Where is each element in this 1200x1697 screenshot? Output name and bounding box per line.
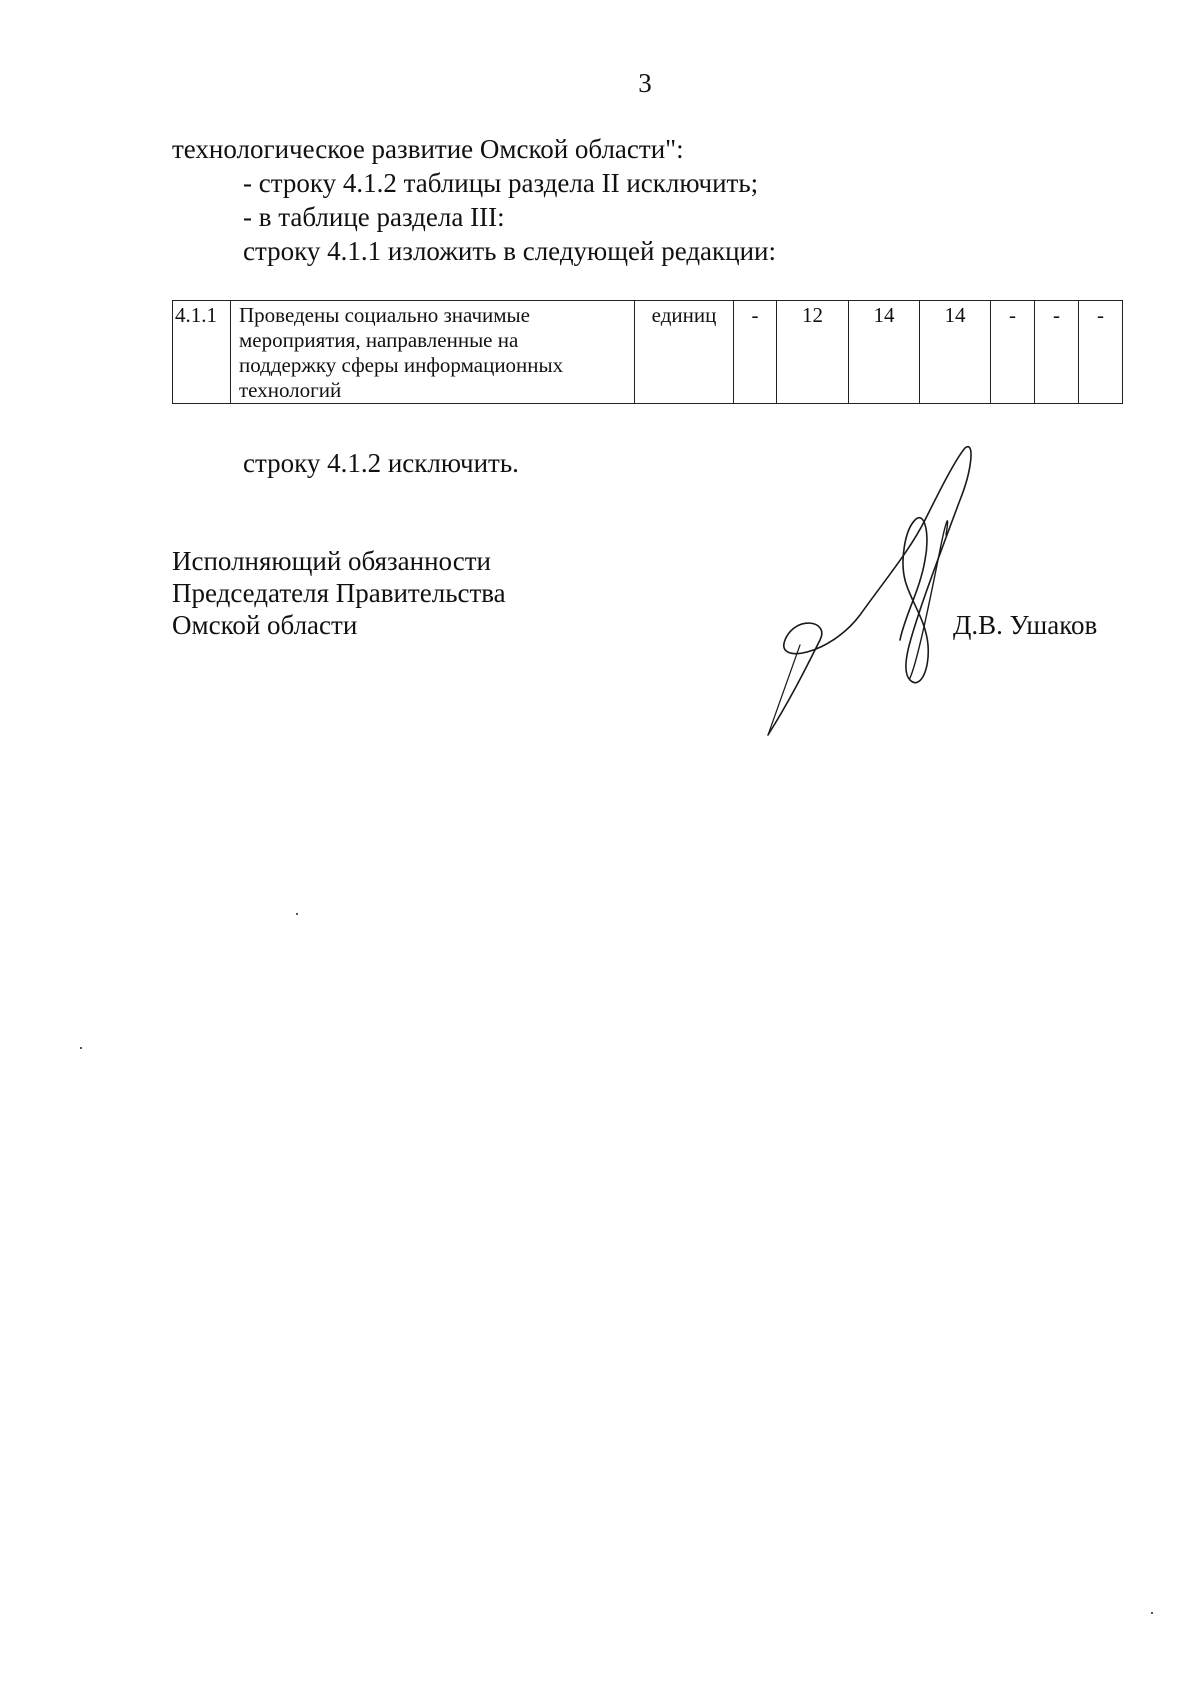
handwritten-signature xyxy=(760,440,1020,740)
signatory-title-line: Омской области xyxy=(172,610,358,640)
scan-speck xyxy=(1151,1612,1153,1614)
value-cell: 12 xyxy=(777,301,849,404)
value-cell: 14 xyxy=(920,301,991,404)
scan-speck xyxy=(80,1047,82,1049)
indicator-table xyxy=(172,300,1123,404)
row-description-cell xyxy=(231,301,635,404)
unit-cell: единиц xyxy=(635,301,734,404)
value-cell: - xyxy=(991,301,1035,404)
intro-line-section-three: - в таблице раздела III: xyxy=(243,202,505,232)
signatory-name: Д.В. Ушаков xyxy=(953,610,1098,640)
intro-line-new-wording: строку 4.1.1 изложить в следующей редакции: xyxy=(243,236,777,266)
intro-line-continuation: технологическое развитие Омской области": xyxy=(172,134,684,164)
page-number: 3 xyxy=(638,68,652,98)
signatory-title-line: Исполняющий обязанности xyxy=(172,546,491,576)
value-cell: - xyxy=(1035,301,1079,404)
row-number-cell: 4.1.1 xyxy=(173,301,231,404)
intro-line-exclude-row: - строку 4.1.2 таблицы раздела II исключить; xyxy=(243,168,759,198)
description-line: Проведены социально значимые xyxy=(239,303,530,327)
closing-line: строку 4.1.2 исключить. xyxy=(243,448,519,478)
value-cell: 14 xyxy=(849,301,920,404)
value-cell: - xyxy=(1079,301,1123,404)
description-line: технологий xyxy=(239,378,342,402)
table-row xyxy=(173,301,1123,404)
scan-speck xyxy=(296,913,298,915)
description-line: мероприятия, направленные на xyxy=(239,328,519,352)
value-cell: - xyxy=(734,301,777,404)
signatory-title-line: Председателя Правительства xyxy=(172,578,506,608)
description-line: поддержку сферы информационных xyxy=(239,353,564,377)
